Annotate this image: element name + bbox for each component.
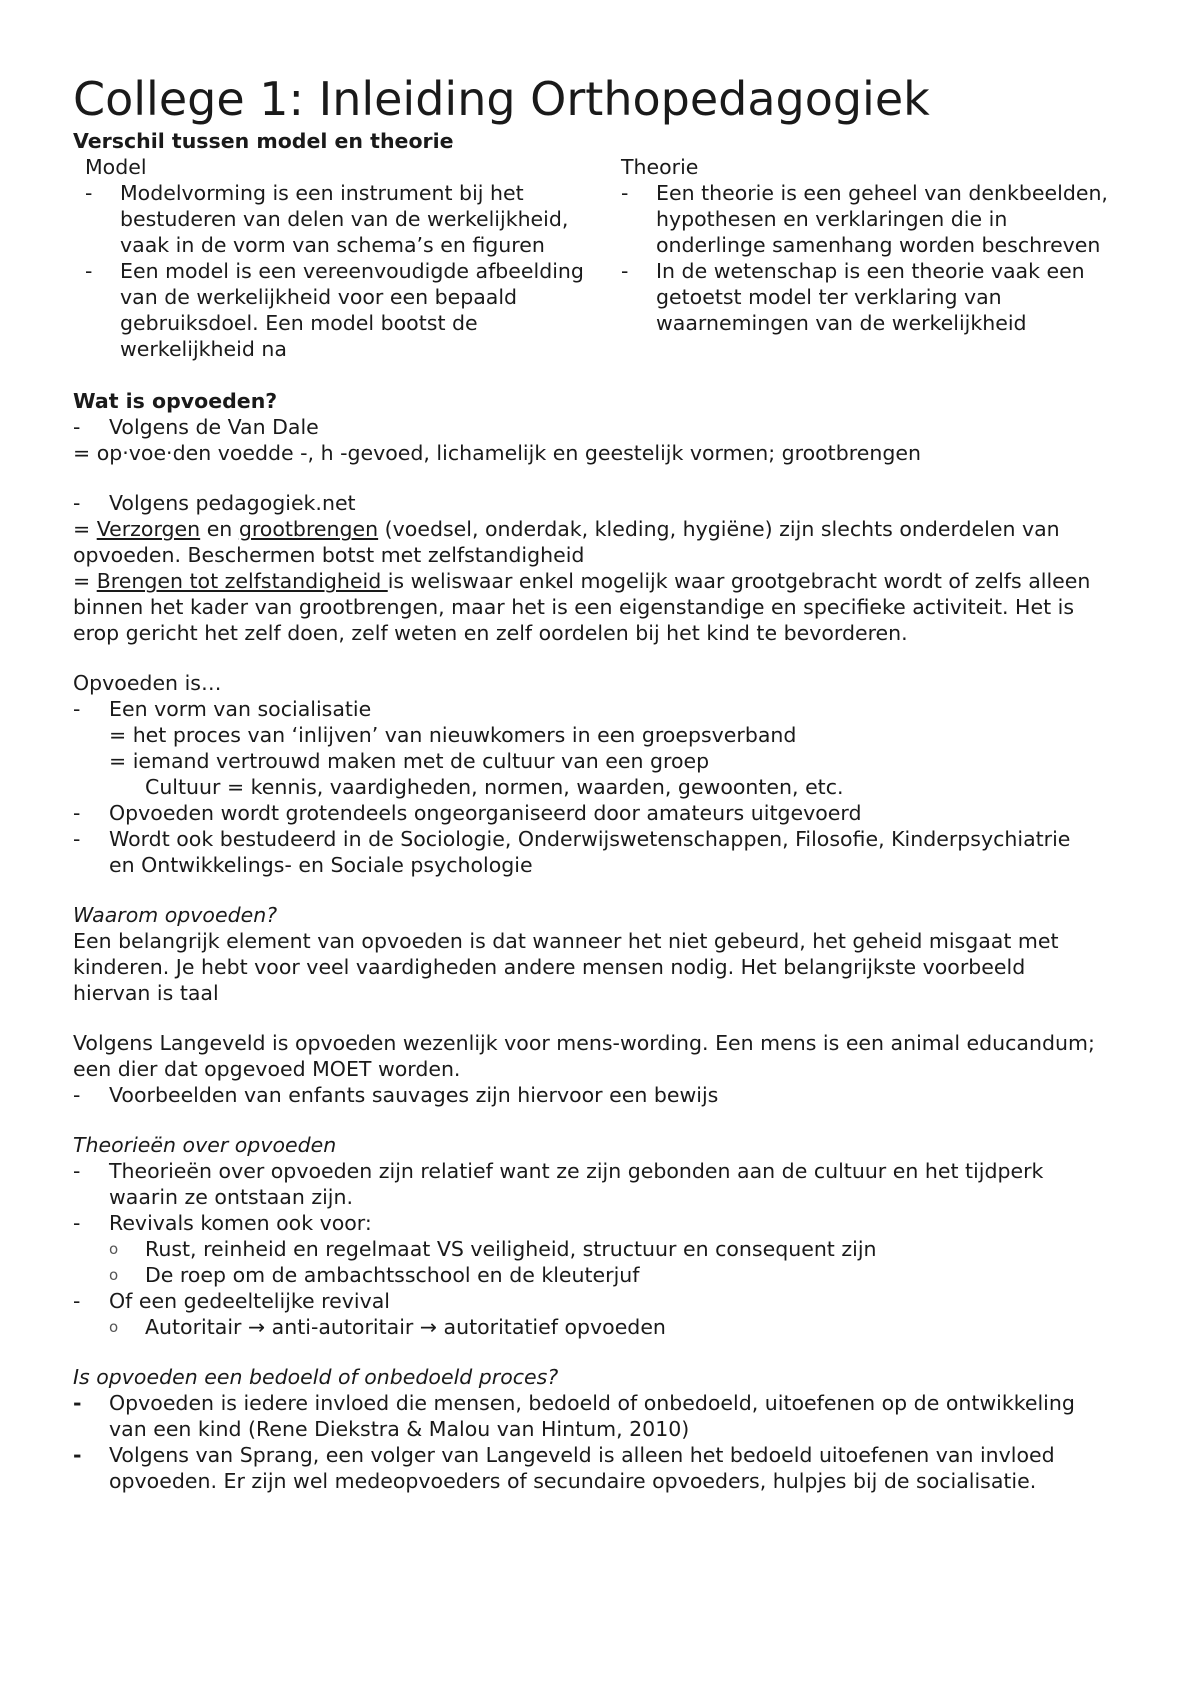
list-item xyxy=(621,180,1121,258)
section-heading-wat-is-opvoeden: Wat is opvoeden? xyxy=(73,389,278,413)
dash-bullet: - xyxy=(73,827,81,851)
theorie-label: Theorie xyxy=(621,155,699,179)
model-label: Model xyxy=(85,155,147,179)
socialisatie-def-2: = iemand vertrouwd maken met de cultuur van een groep xyxy=(109,749,710,773)
waarom-paragraph-2: Volgens Langeveld is opvoeden wezenlijk voor mens-wording. Een mens is een animal educandum; een dier dat opgevoed MOET worden. xyxy=(73,1031,1095,1081)
socialisatie-def-1: = het proces van ‘inlijven’ van nieuwkomers in een groepsverband xyxy=(109,723,797,747)
pedagogiek-paragraph-1: = Verzorgen en grootbrengen (voedsel, onderdak, kleding, hygiëne) zijn slechts onderdelen van opvoeden. Beschermen botst met zelfstandigheid xyxy=(73,517,1060,567)
list-item xyxy=(73,1390,1100,1442)
sub-list-item xyxy=(73,1314,1100,1340)
sub-list-item xyxy=(73,1262,1100,1288)
circle-bullet-icon: o xyxy=(109,1318,119,1336)
dash-bullet: - xyxy=(85,181,93,205)
pedagogiek-item: Volgens pedagogiek.net xyxy=(109,491,356,515)
bestudeerd-item: Wordt ook bestudeerd in de Sociologie, Onderwijswetenschappen, Filosofie, Kinderpsychiatrie en Ontwikkelings- en Sociale psychologie xyxy=(109,827,1071,877)
model-theorie-columns xyxy=(73,154,1108,362)
theorie-item-1: Een theorie is een geheel van denkbeelden, hypothesen en verklaringen die in onderlinge samenhang worden beschreven xyxy=(656,181,1108,257)
section-wat-is-opvoeden xyxy=(73,388,1100,878)
dash-bullet: - xyxy=(73,1443,82,1467)
circle-bullet-icon: o xyxy=(109,1266,119,1284)
list-item xyxy=(85,258,585,362)
model-item-2: Een model is een vereenvoudigde afbeelding van de werkelijkheid voor een bepaald gebruiksdoel. Een model bootst de werkelijkheid na xyxy=(120,259,584,361)
list-item xyxy=(73,696,1100,722)
list-item xyxy=(73,1210,1100,1236)
enfants-sauvages-item: Voorbeelden van enfants sauvages zijn hiervoor een bewijs xyxy=(109,1083,719,1107)
section-heading-model-theorie: Verschil tussen model en theorie xyxy=(73,129,454,153)
relatief-item: Theorieën over opvoeden zijn relatief want ze zijn gebonden aan de cultuur en het tijdperk waarin ze ontstaan zijn. xyxy=(109,1159,1044,1209)
vandale-item: Volgens de Van Dale xyxy=(109,415,319,439)
ambachtsschool-item: De roep om de ambachtsschool en de kleuterjuf xyxy=(145,1263,640,1287)
vandale-definition: = op·voe·den voedde -, h -gevoed, lichamelijk en geestelijk vormen; grootbrengen xyxy=(73,441,921,465)
dash-bullet: - xyxy=(73,1391,82,1415)
dash-bullet: - xyxy=(73,1211,81,1235)
van-sprang-item: Volgens van Sprang, een volger van Langeveld is alleen het bedoeld uitoefenen van invloed opvoeden. Er zijn wel medeopvoeders of secundaire opvoeders, hulpjes bij de socialisatie. xyxy=(109,1443,1055,1493)
list-item xyxy=(73,1158,1100,1210)
dash-bullet: - xyxy=(73,491,81,515)
theorie-item-2: In de wetenschap is een theorie vaak een getoetst model ter verklaring van waarnemingen van de werkelijkheid xyxy=(656,259,1085,335)
list-item xyxy=(73,1288,1100,1314)
dash-bullet: - xyxy=(621,181,629,205)
list-item xyxy=(73,1442,1100,1494)
circle-bullet-icon: o xyxy=(109,1240,119,1258)
dash-bullet: - xyxy=(621,259,629,283)
pedagogiek-paragraph-2: = Brengen tot zelfstandigheid is weliswaar enkel mogelijk waar grootgebracht wordt of zelfs alleen binnen het kader van grootbrengen, maar het is een eigenstandige en specifieke activiteit. Het is erop gericht het zelf doen, zelf weten en zelf oordelen bij het kind te bevorderen. xyxy=(73,569,1091,645)
list-item xyxy=(73,800,1100,826)
autoritair-item: Autoritair → anti-autoritair → autoritatief opvoeden xyxy=(145,1315,666,1339)
model-item-1: Modelvorming is een instrument bij het bestuderen van delen van de werkelijkheid, vaak in de vorm van schema’s en figuren xyxy=(120,181,569,257)
gedeeltelijke-revival-item: Of een gedeeltelijke revival xyxy=(109,1289,390,1313)
socialisatie-item: Een vorm van socialisatie xyxy=(109,697,372,721)
dash-bullet: - xyxy=(73,1159,81,1183)
list-item xyxy=(73,826,1100,878)
list-item xyxy=(73,1082,1100,1108)
dash-bullet: - xyxy=(73,697,81,721)
section-bedoeld-onbedoeld xyxy=(73,1364,1100,1494)
dash-bullet: - xyxy=(73,801,81,825)
dash-bullet: - xyxy=(73,1289,81,1313)
rust-reinheid-item: Rust, reinheid en regelmaat VS veiligheid, structuur en consequent zijn xyxy=(145,1237,877,1261)
revivals-item: Revivals komen ook voor: xyxy=(109,1211,372,1235)
dash-bullet: - xyxy=(85,259,93,283)
section-heading-waarom-opvoeden: Waarom opvoeden? xyxy=(73,903,278,927)
section-waarom-opvoeden xyxy=(73,902,1100,1108)
page-title: College 1: Inleiding Orthopedagogiek xyxy=(73,72,930,126)
dash-bullet: - xyxy=(73,1083,81,1107)
list-item xyxy=(85,180,585,258)
list-item xyxy=(73,414,1100,440)
underlined-term: Brengen tot zelfstandigheid xyxy=(96,569,388,593)
opvoeden-is-label: Opvoeden is… xyxy=(73,671,222,695)
sub-list-item xyxy=(73,1236,1100,1262)
underlined-term: grootbrengen xyxy=(238,517,379,541)
section-theorieen xyxy=(73,1132,1100,1340)
iedere-invloed-item: Opvoeden is iedere invloed die mensen, bedoeld of onbedoeld, uitoefenen op de ontwikkeling van een kind (Rene Diekstra & Malou van Hintum, 2010) xyxy=(109,1391,1075,1441)
waarom-paragraph-1: Een belangrijk element van opvoeden is dat wanneer het niet gebeurd, het geheid misgaat met kinderen. Je hebt voor veel vaardigheden andere mensen nodig. Het belangrijkste voorbeeld hiervan is taal xyxy=(73,929,1059,1005)
dash-bullet: - xyxy=(73,415,81,439)
theorie-column xyxy=(609,154,1121,362)
underlined-term: Verzorgen xyxy=(96,517,201,541)
section-heading-theorieen: Theorieën over opvoeden xyxy=(73,1133,337,1157)
list-item xyxy=(73,490,1100,516)
list-item xyxy=(621,258,1121,336)
model-column xyxy=(73,154,585,362)
cultuur-def: Cultuur = kennis, vaardigheden, normen, waarden, gewoonten, etc. xyxy=(145,775,844,799)
amateurs-item: Opvoeden wordt grotendeels ongeorganiseerd door amateurs uitgevoerd xyxy=(109,801,862,825)
section-heading-bedoeld-onbedoeld: Is opvoeden een bedoeld of onbedoeld proces? xyxy=(73,1365,559,1389)
